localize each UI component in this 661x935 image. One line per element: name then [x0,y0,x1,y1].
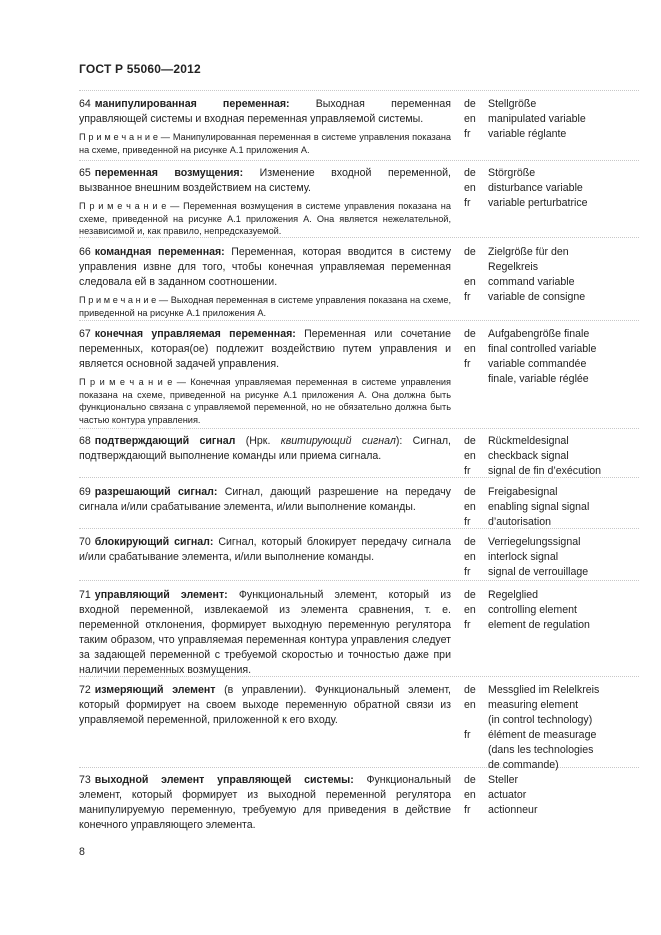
term-title: подтверждающий сигнал [94,435,236,447]
translated-term: variable perturbatrice [488,197,588,209]
entry-separator [79,580,639,581]
term-title: разрешающий сигнал: [94,486,218,498]
page-number: 8 [79,846,85,858]
translations-list [464,588,654,633]
term-definition: Сигнал, подтверждающий выполнение команды или приема сигнала. [79,435,451,462]
translated-term: manipulated variable [488,113,586,125]
translated-term: controlling element [488,604,577,616]
translated-term: Messglied im Relelkreis [488,684,600,696]
translations-list [464,535,654,580]
translated-term: Störgröße [488,167,536,179]
lang-code: fr [464,197,471,209]
translated-term: Steller [488,774,519,786]
entry-number: 70 [79,536,91,548]
lang-code [464,260,488,275]
translations-list [464,773,654,818]
translations-list [464,166,654,211]
lang-code: fr [464,566,471,578]
lang-code [464,713,488,728]
lang-code [464,372,488,387]
lang-code: de [464,435,476,447]
term-definition: Сигнал, который блокирует передачу сигнала и/или срабатывание элемента, и/или выполнение команды. [79,536,451,563]
term-title: измеряющий элемент [94,684,216,696]
entry-number: 72 [79,684,91,696]
term-definition: Функциональный элемент, который из входной переменной, извлекаемой из элемента сравнения, т. е. переменной отклонения, формирует выходную переменную регулятора таким образом, что управляемая переменная контура управления следует за задающей переменной с требуемой скоростью и точностью даже при наличии переменных возмущения. [79,589,451,676]
lang-code: en [464,450,476,462]
entry-separator [79,428,639,429]
translated-term: (in control technology) [488,714,593,726]
lang-code: en [464,343,476,355]
lang-code: fr [464,516,471,528]
entry-separator [79,320,639,321]
entry-number: 66 [79,246,91,258]
translations-list [464,683,654,773]
translated-term: measuring element [488,699,579,711]
term-deprecated: квитирующий сигнал [280,435,396,447]
lang-code: de [464,536,476,548]
term-definition: (в управлении). Функциональный элемент, который формирует на своем выходе переменную обратной связи из управляемой переменной, приложенной к его входу. [79,684,452,726]
translations-list [464,434,654,479]
lang-code: fr [464,358,471,370]
lang-code: fr [464,729,471,741]
term-title: выходной элемент управляющей системы: [94,774,354,786]
term-definition: Переменная, которая вводится в систему управления извне для того, чтобы конечная управляемая переменная следовала ей в заданном соотношении. [79,246,452,288]
translations-list [464,485,654,530]
term-alt-prefix: (Нрк. [235,435,281,447]
entry-separator [79,160,639,161]
entry-number: 68 [79,435,91,447]
entry-number: 64 [79,98,91,110]
translated-term: Verriegelungssignal [488,536,581,548]
term-title: переменная возмущения: [94,167,244,179]
translated-term: actuator [488,789,527,801]
entry-separator [79,90,639,91]
lang-code: de [464,98,476,110]
lang-code: en [464,113,476,125]
term-definition: Выходная переменная управляющей системы и входная переменная управляемой системы. [79,98,451,125]
lang-code: fr [464,619,471,631]
translated-term: Regelglied [488,589,539,601]
entry-number: 73 [79,774,91,786]
lang-code: fr [464,291,471,303]
term-title: командная переменная: [94,246,225,258]
lang-code: fr [464,804,471,816]
translated-term: signal de fin d’exécution [488,465,602,477]
term-title: манипулированная переменная: [94,98,290,110]
lang-code: de [464,589,476,601]
lang-code: de [464,486,476,498]
term-title: конечная управляемая переменная: [94,328,296,340]
lang-code [464,758,488,773]
translations-list [464,97,654,142]
translated-term: variable commandée [488,358,587,370]
translated-term: final controlled variable [488,343,597,355]
term-note: П р и м е ч а н и е — Переменная возмущения в системе управления показана на схеме, приведенной на рисунке А.1 приложения А. Она является нежелательной, независимой и, как правило, непредсказуемой. [79,201,451,236]
translated-term: Stellgröße [488,98,537,110]
translations-list [464,245,654,305]
translated-term: variable réglante [488,128,567,140]
translated-term: Aufgabengröße finale [488,328,590,340]
translated-term: d’autorisation [488,516,552,528]
translated-term: variable de consigne [488,291,586,303]
translated-term: Freigabesignal [488,486,558,498]
translated-term: checkback signal [488,450,569,462]
term-definition: Переменная или сочетание переменных, которая(ое) подлежит воздействию путем управления и является основной задачей управления. [79,328,451,370]
translated-term: (dans les technologies [488,744,594,756]
term-definition: Сигнал, дающий разрешение на передачу сигнала и/или срабатывание элемента, и/или выполнение команды. [79,486,451,513]
lang-code: de [464,684,476,696]
lang-code: en [464,604,476,616]
term-note: П р и м е ч а н и е — Манипулированная переменная в системе управления показана на схеме, приведенной на рисунке А.1 приложения А. [79,132,451,155]
translated-term: signal de verrouillage [488,566,589,578]
entry-number: 69 [79,486,91,498]
term-definition: Функциональный элемент, который формирует из выходной переменной регулятора манипулируемую переменную, требуемую для приведения в действие конечного управляющего элемента. [79,774,451,831]
translated-term: command variable [488,276,575,288]
entry-number: 67 [79,328,91,340]
translated-term: élément de measurage [488,729,597,741]
translated-term: interlock signal [488,551,559,563]
translated-term: element de regulation [488,619,590,631]
lang-code: en [464,551,476,563]
translated-term: Zielgröße für den [488,246,569,258]
document-header: ГОСТ Р 55060—2012 [79,62,201,76]
term-note: П р и м е ч а н и е — Конечная управляемая переменная в системе управления показана на схеме, приведенной на рисунке А.1 приложения А. Она должна быть функционально связана с управляемой переменной, но не обязательно должна быть частью контура управления. [79,377,451,425]
translated-term: Regelkreis [488,261,539,273]
term-note: П р и м е ч а н и е — Выходная переменная в системе управления показана на схеме, приведенной на рисунке А.1 приложения А. [79,295,451,318]
term-title: управляющий элемент: [94,589,228,601]
translated-term: actionneur [488,804,538,816]
lang-code: de [464,246,476,258]
lang-code: en [464,699,476,711]
lang-code: de [464,167,476,179]
entry-number: 71 [79,589,91,601]
lang-code: fr [464,465,471,477]
entry-number: 65 [79,167,91,179]
translated-term: de commande) [488,759,559,771]
term-title: блокирующий сигнал: [94,536,214,548]
translated-term: disturbance variable [488,182,583,194]
lang-code: de [464,774,476,786]
term-definition: Изменение входной переменной, вызванное внешним воздействием на систему. [79,167,451,194]
term-alt-suffix: ): [395,435,403,447]
translations-list [464,327,654,387]
lang-code: en [464,501,476,513]
lang-code [464,743,488,758]
lang-code: en [464,182,476,194]
translated-term: Rückmeldesignal [488,435,569,447]
lang-code: de [464,328,476,340]
lang-code: fr [464,128,471,140]
translated-term: finale, variable réglée [488,373,589,385]
lang-code: en [464,276,476,288]
translated-term: enabling signal signal [488,501,590,513]
lang-code: en [464,789,476,801]
